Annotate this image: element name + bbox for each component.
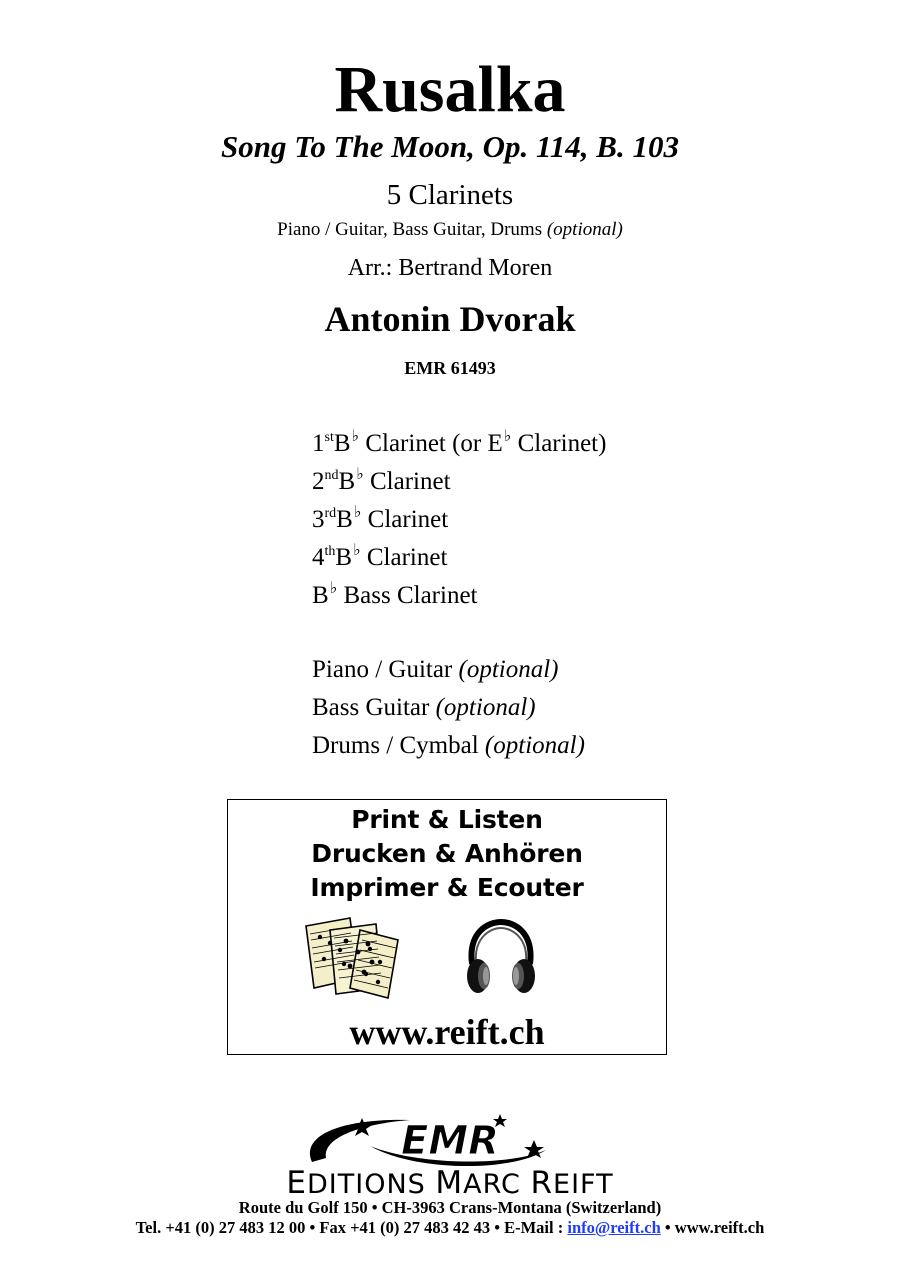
- part-name: Bass Clarinet: [337, 582, 478, 609]
- part-name: Clarinet: [363, 468, 451, 495]
- composer: Antonin Dvorak: [324, 299, 576, 339]
- piece-subtitle: Song To The Moon, Op. 114, B. 103: [221, 129, 679, 164]
- sheet-music-icon: [300, 916, 412, 1000]
- part-number: 4: [312, 544, 325, 571]
- ensemble: 5 Clarinets: [386, 179, 514, 211]
- promo-line: Print & Listen: [351, 805, 543, 834]
- publisher-contact: [0, 1217, 900, 1239]
- part-key: B: [338, 468, 356, 495]
- accompaniment-optional: (optional): [546, 219, 623, 240]
- part-name: Clarinet: [360, 544, 448, 571]
- piece-title: Rusalka: [334, 53, 566, 126]
- part-item: [312, 463, 606, 501]
- optional-note: (optional): [458, 656, 559, 683]
- optional-part-item: [312, 689, 585, 727]
- flat-sign: ♭: [503, 428, 512, 445]
- part-ordinal: nd: [324, 468, 339, 483]
- optional-note: (optional): [435, 694, 536, 721]
- part-name-alt: Clarinet): [511, 430, 607, 457]
- promo-lines: [228, 800, 666, 905]
- part-item: [312, 577, 606, 615]
- flat-sign: ♭: [356, 466, 364, 483]
- publisher-part-eift: EIFT: [553, 1169, 614, 1200]
- promo-line: Drucken & Anhören: [311, 839, 583, 868]
- part-number: 1: [312, 430, 325, 457]
- promo-line: Imprimer & Ecouter: [310, 873, 584, 902]
- optional-part-name: Drums / Cymbal: [312, 732, 479, 759]
- publisher-address: Route du Golf 150 • CH-3963 Crans-Montana (Switzerland): [238, 1198, 662, 1217]
- print-listen-box: [227, 799, 667, 1055]
- publisher-part-ditions: DITIONS: [307, 1169, 436, 1200]
- part-number: 2: [312, 468, 325, 495]
- part-key: B: [336, 506, 353, 533]
- contact-prefix: Tel. +41 (0) 27 483 12 00 • Fax +41 (0) 27 483 42 43 • E-Mail :: [135, 1218, 568, 1237]
- headphones-icon: [464, 918, 538, 998]
- publisher-initial-m: M: [435, 1165, 464, 1201]
- optional-parts-list: [312, 651, 585, 765]
- optional-part-name: Piano / Guitar: [312, 656, 453, 683]
- part-item: [312, 425, 606, 463]
- publisher-name: [0, 1165, 900, 1201]
- optional-note: (optional): [484, 732, 585, 759]
- part-key: B: [335, 544, 353, 571]
- part-name: Clarinet: [361, 506, 449, 533]
- arranger: Arr.: Bertrand Moren: [347, 255, 553, 281]
- email-link[interactable]: info@reift.ch: [567, 1218, 661, 1237]
- publisher-part-arc: ARC: [463, 1169, 531, 1200]
- optional-part-item: [312, 651, 585, 689]
- part-ordinal: st: [324, 430, 334, 445]
- part-item: [312, 539, 606, 577]
- svg-text:EMR: EMR: [401, 1118, 499, 1164]
- part-key: B: [333, 430, 351, 457]
- flat-sign: ♭: [353, 504, 362, 521]
- flat-sign: ♭: [353, 542, 361, 559]
- part-name: Clarinet (or E: [359, 430, 503, 457]
- accompaniment-text: Piano / Guitar, Bass Guitar, Drums: [277, 219, 543, 240]
- optional-part-item: [312, 727, 585, 765]
- part-ordinal: rd: [324, 506, 337, 521]
- part-key: B: [312, 582, 329, 609]
- promo-url[interactable]: www.reift.ch: [349, 1012, 545, 1052]
- part-number: 3: [312, 506, 325, 533]
- flat-sign: ♭: [351, 428, 360, 445]
- parts-list: [312, 425, 606, 615]
- optional-part-name: Bass Guitar: [312, 694, 430, 721]
- publisher-initial-e: E: [286, 1165, 307, 1201]
- accompaniment-line: [0, 218, 900, 242]
- publisher-initial-r: R: [530, 1165, 554, 1201]
- catalog-number: EMR 61493: [404, 358, 496, 378]
- promo-icons: [228, 916, 666, 1000]
- part-item: [312, 501, 606, 539]
- emr-logo: [300, 1110, 600, 1172]
- flat-sign: ♭: [329, 580, 338, 597]
- contact-suffix: • www.reift.ch: [660, 1218, 765, 1237]
- part-ordinal: th: [324, 544, 336, 559]
